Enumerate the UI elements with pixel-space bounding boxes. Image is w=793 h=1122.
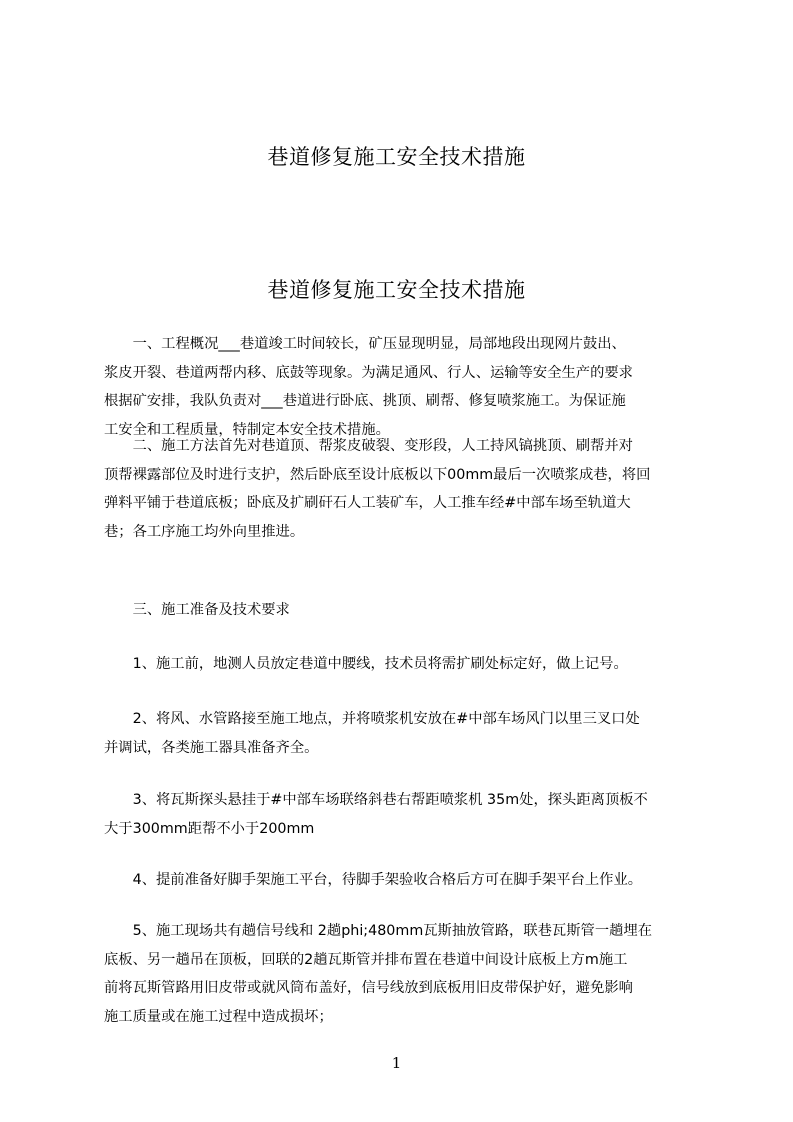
text-line: 4、提前准备好脚手架施工平台，待脚手架验收合格后方可在脚手架平台上作业。 [104, 872, 643, 888]
text-line: 弹料平铺于巷道底板；卧底及扩刷矸石人工装矿车，人工推车经#中部车场至轨道大 [104, 495, 631, 512]
text-line: 二、施工方法首先对巷道顶、帮浆皮破裂、变形段，人工持风镐挑顶、刷帮并对 [104, 438, 633, 454]
text-line: 根据矿安排，我队负责对___巷道进行卧底、挑顶、刷帮、修复喷浆施工。为保证施 [104, 393, 626, 410]
section-heading-preparation [104, 596, 704, 625]
paragraph-project-overview [104, 330, 704, 445]
text-line: 5、施工现场共有趟信号线和 2趟phi;480mm瓦斯抽放管路，联巷瓦斯管一趟埋在 [104, 923, 653, 939]
text-line: 前将瓦斯管路用旧皮带或就风筒布盖好，信号线放到底板用旧皮带保护好，避免影响 [104, 980, 633, 997]
text-line: 一、工程概况___巷道竣工时间较长，矿压显现明显，局部地段出现网片鼓出、 [104, 336, 626, 352]
text-line: 2、将风、水管路接至施工地点，并将喷浆机安放在#中部车场风门以里三叉口处 [104, 711, 640, 727]
text-line: 1、施工前，地测人员放定巷道中腰线，技术员将需扩刷处标定好，做上记号。 [104, 656, 628, 672]
paragraph-item-5 [104, 917, 704, 1032]
text-line: 施工质量或在施工过程中造成损坏； [104, 1009, 333, 1026]
text-line: 底板、另一趟吊在顶板，回联的2趟瓦斯管并排布置在巷道中间设计底板上方m施工 [104, 951, 628, 968]
paragraph-item-1 [104, 650, 704, 679]
paragraph-item-2 [104, 705, 704, 762]
paragraph-item-4 [104, 866, 704, 895]
paragraph-construction-method [104, 432, 704, 547]
text-line: 顶帮裸露部位及时进行支护，然后卧底至设计底板以下00mm最后一次喷浆成巷，将回 [104, 466, 651, 483]
document-header-title: 巷道修复施工安全技术措施 [267, 145, 526, 169]
text-line: 并调试，各类施工器具准备齐全。 [104, 739, 319, 756]
text-line: 浆皮开裂、巷道两帮内移、底鼓等现象。为满足通风、行人、运输等安全生产的要求 [104, 364, 633, 381]
text-line: 3、将瓦斯探头悬挂于#中部车场联络斜巷右帮距喷浆机 35m处，探头距离顶板不 [104, 792, 648, 808]
text-line: 工安全和工程质量，特制定本安全技术措施。 [104, 422, 390, 439]
page-number: 1 [391, 1054, 402, 1072]
text-line: 三、施工准备及技术要求 [104, 602, 290, 618]
document-title: 巷道修复施工安全技术措施 [267, 278, 526, 302]
text-line: 巷；各工序施工均外向里推进。 [104, 524, 305, 541]
paragraph-item-3 [104, 786, 704, 843]
text-line: 大于300mm距帮不小于200mm [104, 820, 315, 837]
